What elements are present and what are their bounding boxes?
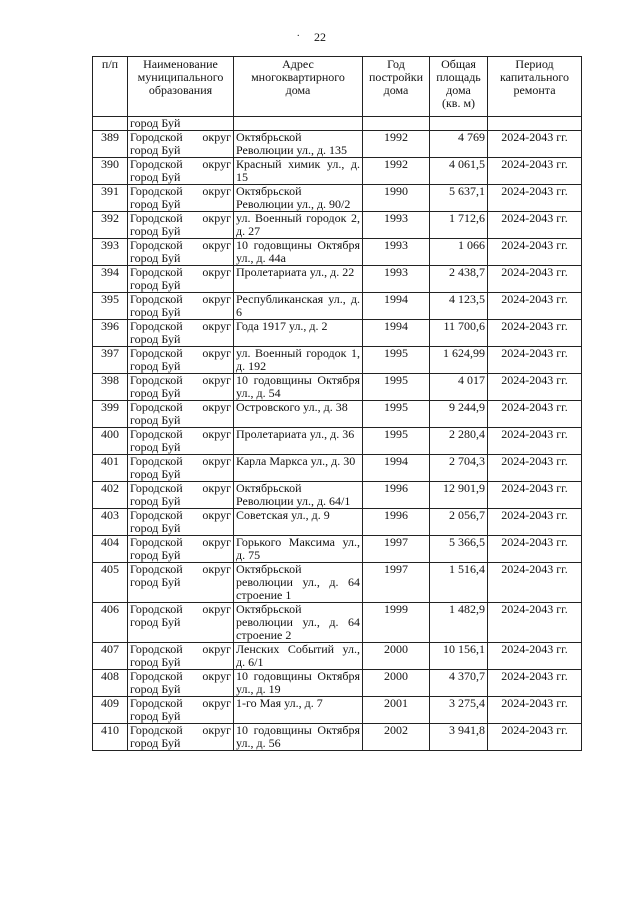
cell-municipality: Городской округ город Буй: [128, 724, 234, 751]
table-row: [93, 509, 582, 536]
cell-municipality: Городской округ город Буй: [128, 293, 234, 320]
cell-number: 403: [93, 509, 128, 536]
cell-year: 1992: [363, 131, 430, 158]
table-header-row: [93, 57, 582, 117]
cell-address: 10 годовщины Октября ул., д. 19: [234, 670, 363, 697]
cell-number: 407: [93, 643, 128, 670]
cell-number: 395: [93, 293, 128, 320]
cell-municipality: Городской округ город Буй: [128, 131, 234, 158]
table-row: [93, 131, 582, 158]
cell-address: [234, 117, 363, 131]
cell-year: 2001: [363, 697, 430, 724]
cell-address: Горького Максима ул., д. 75: [234, 536, 363, 563]
column-header-period: Период капитального ремонта: [488, 57, 582, 117]
cell-period: 2024-2043 гг.: [488, 697, 582, 724]
column-header-year: Год постройки дома: [363, 57, 430, 117]
cell-number: 399: [93, 401, 128, 428]
cell-number: 390: [93, 158, 128, 185]
cell-year: 1994: [363, 293, 430, 320]
cell-number: 401: [93, 455, 128, 482]
cell-address: ул. Военный городок 2, д. 27: [234, 212, 363, 239]
cell-year: 1993: [363, 239, 430, 266]
apartment-buildings-table: [92, 56, 582, 751]
table-row: [93, 158, 582, 185]
cell-year: 1997: [363, 563, 430, 603]
cell-address: 1-го Мая ул., д. 7: [234, 697, 363, 724]
cell-period: 2024-2043 гг.: [488, 643, 582, 670]
cell-period: [488, 117, 582, 131]
cell-area: 4 061,5: [430, 158, 488, 185]
cell-period: 2024-2043 гг.: [488, 185, 582, 212]
cell-municipality: Городской округ город Буй: [128, 536, 234, 563]
cell-address: Года 1917 ул., д. 2: [234, 320, 363, 347]
cell-area: 12 901,9: [430, 482, 488, 509]
cell-address: Октябрьской Революции ул., д. 90/2: [234, 185, 363, 212]
cell-area: 4 769: [430, 131, 488, 158]
cell-municipality: Городской округ город Буй: [128, 185, 234, 212]
page-number: 22: [314, 30, 326, 44]
cell-year: 1992: [363, 158, 430, 185]
cell-area: 3 275,4: [430, 697, 488, 724]
cell-address: ул. Военный городок 1, д. 192: [234, 347, 363, 374]
cell-area: [430, 117, 488, 131]
cell-year: 2002: [363, 724, 430, 751]
cell-number: 393: [93, 239, 128, 266]
cell-number: 394: [93, 266, 128, 293]
cell-number: 400: [93, 428, 128, 455]
cell-area: 2 438,7: [430, 266, 488, 293]
cell-address: Островского ул., д. 38: [234, 401, 363, 428]
cell-period: 2024-2043 гг.: [488, 536, 582, 563]
cell-municipality: Городской округ город Буй: [128, 455, 234, 482]
cell-area: 1 624,99: [430, 347, 488, 374]
cell-period: 2024-2043 гг.: [488, 158, 582, 185]
page-mark: .: [297, 28, 300, 39]
cell-number: 404: [93, 536, 128, 563]
cell-period: 2024-2043 гг.: [488, 428, 582, 455]
cell-period: 2024-2043 гг.: [488, 724, 582, 751]
cell-period: 2024-2043 гг.: [488, 482, 582, 509]
cell-number: 406: [93, 603, 128, 643]
table-row: [93, 212, 582, 239]
cell-year: 1994: [363, 320, 430, 347]
table-row: [93, 643, 582, 670]
cell-year: 1995: [363, 401, 430, 428]
cell-municipality: город Буй: [128, 117, 234, 131]
cell-period: 2024-2043 гг.: [488, 374, 582, 401]
column-header-number: п/п: [93, 57, 128, 117]
cell-address: 10 годовщины Октября ул., д. 56: [234, 724, 363, 751]
cell-number: 405: [93, 563, 128, 603]
cell-period: 2024-2043 гг.: [488, 347, 582, 374]
cell-area: 5 366,5: [430, 536, 488, 563]
cell-number: 410: [93, 724, 128, 751]
cell-year: 1996: [363, 482, 430, 509]
cell-number: 398: [93, 374, 128, 401]
cell-area: 2 704,3: [430, 455, 488, 482]
cell-period: 2024-2043 гг.: [488, 320, 582, 347]
cell-year: 2000: [363, 643, 430, 670]
cell-area: 1 482,9: [430, 603, 488, 643]
cell-address: Октябрьской революции ул., д. 64 строение 1: [234, 563, 363, 603]
cell-municipality: Городской округ город Буй: [128, 563, 234, 603]
cell-municipality: Городской округ город Буй: [128, 643, 234, 670]
cell-municipality: Городской округ город Буй: [128, 266, 234, 293]
table-row: [93, 455, 582, 482]
cell-address: 10 годовщины Октября ул., д. 54: [234, 374, 363, 401]
cell-period: 2024-2043 гг.: [488, 293, 582, 320]
cell-area: 1 516,4: [430, 563, 488, 603]
cell-area: 11 700,6: [430, 320, 488, 347]
cell-address: Октябрьской Революции ул., д. 135: [234, 131, 363, 158]
cell-period: 2024-2043 гг.: [488, 603, 582, 643]
cell-municipality: Городской округ город Буй: [128, 347, 234, 374]
cell-municipality: Городской округ город Буй: [128, 670, 234, 697]
column-header-address: Адрес многоквартирного дома: [234, 57, 363, 117]
cell-year: 1993: [363, 212, 430, 239]
cell-area: 2 280,4: [430, 428, 488, 455]
table-row: [93, 536, 582, 563]
table-row: [93, 603, 582, 643]
cell-number: 409: [93, 697, 128, 724]
cell-address: Октябрьской революции ул., д. 64 строение 2: [234, 603, 363, 643]
cell-area: 2 056,7: [430, 509, 488, 536]
cell-number: 408: [93, 670, 128, 697]
cell-year: 1995: [363, 347, 430, 374]
cell-period: 2024-2043 гг.: [488, 455, 582, 482]
cell-year: 1995: [363, 374, 430, 401]
cell-period: 2024-2043 гг.: [488, 212, 582, 239]
table-row: [93, 347, 582, 374]
continuation-row: [93, 117, 582, 131]
cell-municipality: Городской округ город Буй: [128, 374, 234, 401]
cell-area: 1 066: [430, 239, 488, 266]
cell-area: 4 370,7: [430, 670, 488, 697]
cell-area: 3 941,8: [430, 724, 488, 751]
table-row: [93, 239, 582, 266]
cell-period: 2024-2043 гг.: [488, 670, 582, 697]
cell-year: [363, 117, 430, 131]
cell-address: Советская ул., д. 9: [234, 509, 363, 536]
cell-address: Пролетариата ул., д. 36: [234, 428, 363, 455]
cell-area: 5 637,1: [430, 185, 488, 212]
table-row: [93, 374, 582, 401]
cell-area: 1 712,6: [430, 212, 488, 239]
table-row: [93, 724, 582, 751]
table-row: [93, 185, 582, 212]
cell-address: Ленских Событий ул., д. 6/1: [234, 643, 363, 670]
column-header-municipality: Наименование муниципального образования: [128, 57, 234, 117]
cell-number: 397: [93, 347, 128, 374]
table-row: [93, 670, 582, 697]
cell-municipality: Городской округ город Буй: [128, 428, 234, 455]
cell-municipality: Городской округ город Буй: [128, 603, 234, 643]
cell-number: [93, 117, 128, 131]
cell-municipality: Городской округ город Буй: [128, 482, 234, 509]
cell-period: 2024-2043 гг.: [488, 509, 582, 536]
cell-municipality: Городской округ город Буй: [128, 509, 234, 536]
cell-municipality: Городской округ город Буй: [128, 401, 234, 428]
cell-period: 2024-2043 гг.: [488, 401, 582, 428]
column-header-area: Общая площадь дома (кв. м): [430, 57, 488, 117]
table-row: [93, 293, 582, 320]
cell-address: Республиканская ул., д. 6: [234, 293, 363, 320]
cell-area: 4 017: [430, 374, 488, 401]
cell-period: 2024-2043 гг.: [488, 239, 582, 266]
cell-address: Карла Маркса ул., д. 30: [234, 455, 363, 482]
cell-number: 396: [93, 320, 128, 347]
cell-area: 10 156,1: [430, 643, 488, 670]
cell-year: 1997: [363, 536, 430, 563]
table-row: [93, 563, 582, 603]
cell-area: 9 244,9: [430, 401, 488, 428]
cell-period: 2024-2043 гг.: [488, 131, 582, 158]
table-row: [93, 320, 582, 347]
table-row: [93, 266, 582, 293]
cell-year: 1999: [363, 603, 430, 643]
table-row: [93, 697, 582, 724]
cell-year: 1995: [363, 428, 430, 455]
cell-year: 2000: [363, 670, 430, 697]
cell-address: Октябрьской Революции ул., д. 64/1: [234, 482, 363, 509]
cell-year: 1996: [363, 509, 430, 536]
cell-number: 402: [93, 482, 128, 509]
cell-number: 392: [93, 212, 128, 239]
cell-municipality: Городской округ город Буй: [128, 239, 234, 266]
table-body: [93, 117, 582, 751]
cell-year: 1994: [363, 455, 430, 482]
cell-municipality: Городской округ город Буй: [128, 320, 234, 347]
table-row: [93, 482, 582, 509]
cell-number: 391: [93, 185, 128, 212]
table-row: [93, 401, 582, 428]
table-row: [93, 428, 582, 455]
cell-municipality: Городской округ город Буй: [128, 697, 234, 724]
cell-year: 1990: [363, 185, 430, 212]
cell-address: 10 годовщины Октября ул., д. 44а: [234, 239, 363, 266]
cell-address: Красный химик ул., д. 15: [234, 158, 363, 185]
cell-municipality: Городской округ город Буй: [128, 212, 234, 239]
cell-year: 1993: [363, 266, 430, 293]
cell-number: 389: [93, 131, 128, 158]
cell-municipality: Городской округ город Буй: [128, 158, 234, 185]
cell-address: Пролетариата ул., д. 22: [234, 266, 363, 293]
cell-period: 2024-2043 гг.: [488, 266, 582, 293]
cell-area: 4 123,5: [430, 293, 488, 320]
cell-period: 2024-2043 гг.: [488, 563, 582, 603]
